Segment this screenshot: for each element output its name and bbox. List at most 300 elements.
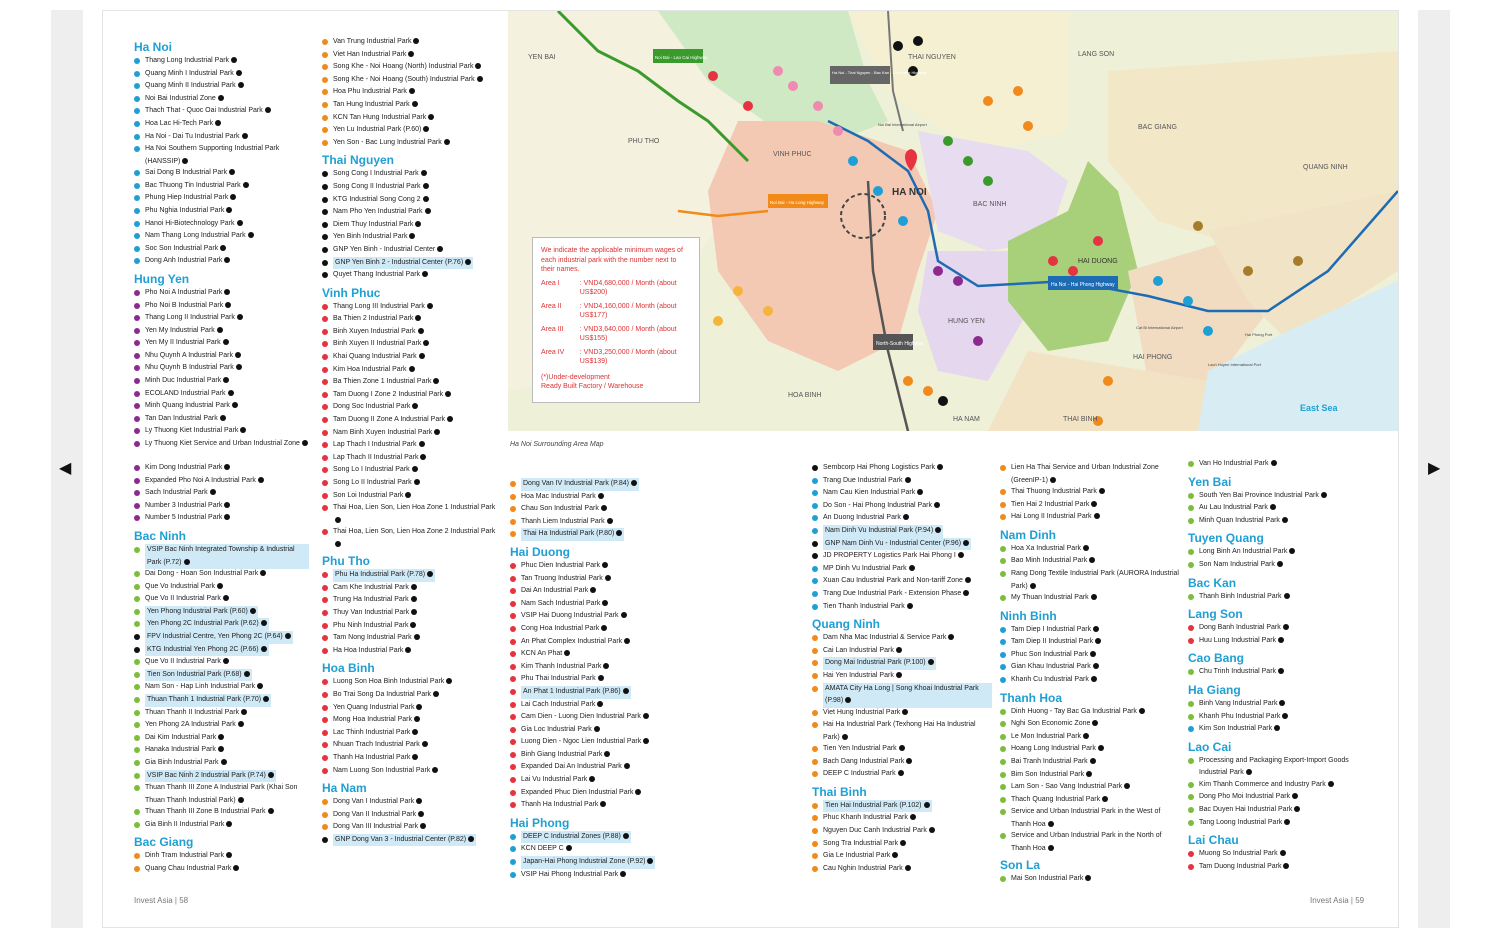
industrial-park-item <box>134 669 309 682</box>
wage-area-icon <box>434 429 440 435</box>
industrial-park-item <box>322 338 502 351</box>
industrial-park-item <box>322 477 502 490</box>
park-marker-icon <box>322 140 328 146</box>
park-marker-icon <box>812 635 818 641</box>
park-name: Hai Yen Industrial Park <box>823 670 902 683</box>
park-name: Thach That - Quoc Oai Industrial Park <box>145 105 271 118</box>
wage-area-icon <box>423 126 429 132</box>
wage-area-icon <box>268 772 274 778</box>
next-page-arrow-icon[interactable]: ▶ <box>1428 460 1441 477</box>
industrial-park-item <box>134 593 309 606</box>
park-name: Tien Yen Industrial Park <box>823 743 905 756</box>
label-ha-noi: HA NOI <box>892 187 927 198</box>
wage-area-icon <box>1089 557 1095 563</box>
industrial-park-item <box>322 594 502 607</box>
label-port2: Lach Huyen International Port <box>1208 362 1261 367</box>
wage-area-icon <box>405 647 411 653</box>
label-hai-phong: HAI PHONG <box>1133 354 1173 361</box>
industrial-park-item <box>322 206 502 219</box>
wage-area-icon <box>1271 460 1277 466</box>
industrial-park-item <box>134 205 309 218</box>
wage-area-icon <box>423 196 429 202</box>
industrial-park-item <box>812 800 992 813</box>
park-name: Rang Dong Textile Industrial Park (AURORA Industrial Park) <box>1011 569 1179 590</box>
industrial-park-item <box>1000 873 1180 886</box>
park-name: Trang Due Industrial Park - Extension Phase <box>823 588 969 601</box>
park-marker-icon <box>812 673 818 679</box>
park-marker-icon <box>510 846 516 852</box>
park-marker-icon <box>1188 820 1194 826</box>
wage-area-icon <box>1094 513 1100 519</box>
industrial-park-item <box>134 863 309 876</box>
wage-area-icon <box>236 70 242 76</box>
park-name: Que Vo II Industrial Park <box>145 656 229 669</box>
park-name: Ly Thuong Kiet Service and Urban Industrial Zone <box>145 438 308 451</box>
region-heading: Quang Ninh <box>812 617 880 632</box>
park-marker-icon <box>812 591 818 597</box>
park-name: Nam Pho Yen Industrial Park <box>333 206 431 219</box>
park-name: An Phat 1 Industrial Park (P.86) <box>521 686 631 699</box>
park-marker-icon <box>322 404 328 410</box>
industrial-park-item <box>510 623 690 636</box>
column-3 <box>510 478 690 881</box>
wage-area-icon <box>422 271 428 277</box>
park-marker-icon <box>134 183 140 189</box>
wage-area-icon <box>412 466 418 472</box>
wage-area-icon <box>917 489 923 495</box>
park-name: Thai Hoa, Lien Son, Lien Hoa Zone 2 Industrial Park <box>333 526 502 551</box>
park-marker-icon <box>134 403 140 409</box>
wage-area-icon <box>224 464 230 470</box>
park-name: Expanded Pho Noi A Industrial Park <box>145 475 264 488</box>
wage-area-icon <box>929 827 935 833</box>
park-marker-icon <box>134 621 140 627</box>
industrial-park-item <box>1000 462 1180 486</box>
wage-area-icon <box>420 823 426 829</box>
park-marker-icon <box>134 96 140 102</box>
industrial-park-item <box>510 787 690 800</box>
wage-area-icon <box>242 133 248 139</box>
industrial-park-item <box>1000 624 1180 637</box>
wage-area-icon <box>412 101 418 107</box>
industrial-park-item <box>510 869 690 882</box>
wage-area-icon <box>412 754 418 760</box>
legend-rbf: Ready Built Factory / Warehouse <box>541 383 644 390</box>
park-marker-icon <box>134 208 140 214</box>
region-heading: Ha Nam <box>322 781 367 796</box>
wage-area-icon <box>1093 626 1099 632</box>
legend-row: Area III : VND3,640,000 / Month (about US$155) <box>541 325 677 342</box>
park-marker-icon <box>134 221 140 227</box>
region-heading: Phu Tho <box>322 554 370 569</box>
wage-area-icon <box>408 51 414 57</box>
industrial-park-item <box>134 230 309 243</box>
industrial-park-item <box>134 180 309 193</box>
park-name: VSIP Bac Ninh Integrated Township & Industrial Park (P.72) <box>145 544 309 569</box>
industrial-park-item <box>812 850 992 863</box>
park-name: GNP Nam Dinh Vu - Industrial Center (P.96) <box>823 538 971 551</box>
wage-area-icon <box>1091 501 1097 507</box>
park-marker-icon <box>134 391 140 397</box>
park-marker-icon <box>510 790 516 796</box>
wage-area-icon <box>258 477 264 483</box>
industrial-park-item <box>1188 591 1368 604</box>
park-marker-icon <box>134 170 140 176</box>
park-marker-icon <box>322 824 328 830</box>
park-marker-icon <box>510 777 516 783</box>
park-name: Khanh Phu Industrial Park <box>1199 711 1288 724</box>
park-name: Kim Thanh Commerce and Industry Park <box>1199 779 1334 792</box>
industrial-park-item <box>134 644 309 657</box>
park-marker-icon <box>1000 465 1006 471</box>
park-marker-icon <box>322 768 328 774</box>
industrial-park-item <box>134 850 309 863</box>
park-name: AMATA City Ha Long | Song Khoai Industrial Park (P.98) <box>823 683 992 708</box>
industrial-park-item <box>322 582 502 595</box>
industrial-park-item <box>812 707 992 720</box>
park-marker-icon <box>812 528 818 534</box>
park-name: Luong Son Hoa Binh Industrial Park <box>333 676 452 689</box>
park-name: KCN An Phat <box>521 648 570 661</box>
park-name: Dam Nha Mac Industrial & Service Park <box>823 632 954 645</box>
wage-area-icon <box>1282 517 1288 523</box>
label-hai-duong: HAI DUONG <box>1078 258 1118 265</box>
park-marker-icon <box>322 572 328 578</box>
label-port1: Hai Phong Port <box>1245 332 1273 337</box>
wage-area-icon <box>898 770 904 776</box>
park-name: GNP Dong Van 3 - Industrial Center (P.82) <box>333 834 476 847</box>
park-name: KCN DEEP C <box>521 843 572 856</box>
wage-area-icon <box>623 688 629 694</box>
park-marker-icon <box>1188 807 1194 813</box>
park-name: Tam Nong Industrial Park <box>333 632 420 645</box>
industrial-park-item <box>322 632 502 645</box>
park-marker-icon <box>134 146 140 152</box>
park-name: Dai An Industrial Park <box>521 585 596 598</box>
wage-area-icon <box>427 571 433 577</box>
park-marker-icon <box>134 290 140 296</box>
park-marker-icon <box>812 771 818 777</box>
park-name: Tan Dan Industrial Park <box>145 413 226 426</box>
park-marker-icon <box>1000 571 1006 577</box>
park-name: Kim Dong Industrial Park <box>145 462 230 475</box>
region-heading: Lai Chau <box>1188 833 1239 848</box>
wage-area-icon <box>948 634 954 640</box>
park-name: Bim Son Industrial Park <box>1011 769 1092 782</box>
park-marker-icon <box>322 102 328 108</box>
park-name: Ba Thien Zone 1 Industrial Park <box>333 376 439 389</box>
industrial-park-item <box>322 765 502 778</box>
wage-area-icon <box>220 245 226 251</box>
park-name: Phu Thai Industrial Park <box>521 673 604 686</box>
industrial-park-item <box>322 739 502 752</box>
industrial-park-item <box>322 389 502 402</box>
wage-area-icon <box>412 403 418 409</box>
industrial-park-item <box>134 93 309 106</box>
park-marker-icon <box>1188 625 1194 631</box>
industrial-park-item <box>134 143 309 167</box>
industrial-park-item <box>134 287 309 300</box>
wage-area-icon <box>845 697 851 703</box>
previous-page-arrow-icon[interactable]: ◀ <box>59 460 72 477</box>
park-marker-icon <box>322 304 328 310</box>
park-name: Phu Ninh Industrial Park <box>333 620 416 633</box>
industrial-park-item <box>134 218 309 231</box>
park-name: Song Cong II Industrial Park <box>333 181 429 194</box>
industrial-park-item <box>322 364 502 377</box>
industrial-park-item <box>134 312 309 325</box>
park-name: DEEP C Industrial Zones (P.88) <box>521 831 631 844</box>
park-name: Thuan Thanh II Industrial Park <box>145 707 247 720</box>
wage-area-icon <box>900 840 906 846</box>
wage-area-icon <box>265 107 271 113</box>
wage-area-icon <box>1292 793 1298 799</box>
park-marker-icon <box>1000 502 1006 508</box>
park-marker-icon <box>510 651 516 657</box>
wage-area-icon <box>420 454 426 460</box>
wage-area-icon <box>564 650 570 656</box>
park-name: Bao Minh Industrial Park <box>1011 555 1095 568</box>
park-name: Phung Hiep Industrial Park <box>145 192 236 205</box>
wage-area-icon <box>224 514 230 520</box>
park-marker-icon <box>1000 734 1006 740</box>
wage-area-icon <box>1246 769 1252 775</box>
park-marker-icon <box>322 272 328 278</box>
label-yen-bai: YEN BAI <box>528 54 556 61</box>
park-marker-icon <box>134 58 140 64</box>
wage-area-icon <box>428 114 434 120</box>
park-marker-icon <box>322 755 328 761</box>
industrial-park-item <box>1000 706 1180 719</box>
industrial-park-item <box>322 702 502 715</box>
wage-area-icon <box>215 120 221 126</box>
industrial-park-item <box>322 313 502 326</box>
wage-area-icon <box>1092 720 1098 726</box>
industrial-park-item <box>322 49 502 62</box>
park-marker-icon <box>510 859 516 865</box>
park-marker-icon <box>322 692 328 698</box>
park-name: Nguyen Duc Canh Industrial Park <box>823 825 935 838</box>
wage-area-icon <box>224 289 230 295</box>
industrial-park-item <box>134 681 309 694</box>
park-marker-icon <box>510 676 516 682</box>
wage-area-icon <box>924 802 930 808</box>
park-marker-icon <box>134 735 140 741</box>
label-phu-tho: PHU THO <box>628 138 660 145</box>
park-name: Lap Thach I Industrial Park <box>333 439 425 452</box>
industrial-park-item <box>322 439 502 452</box>
wage-area-icon <box>416 798 422 804</box>
wage-area-icon <box>598 493 604 499</box>
industrial-park-item <box>322 231 502 244</box>
park-name: Hai Ha Industrial Park (Texhong Hai Ha Industrial Park) <box>823 721 976 741</box>
label-thai-binh: THAI BINH <box>1063 416 1098 423</box>
industrial-park-item <box>1188 635 1368 648</box>
park-name: Bai Tranh Industrial Park <box>1011 756 1096 769</box>
industrial-park-item <box>510 491 690 504</box>
park-marker-icon <box>510 834 516 840</box>
park-marker-icon <box>510 588 516 594</box>
industrial-park-item <box>1188 666 1368 679</box>
industrial-park-item <box>1000 543 1180 556</box>
industrial-park-item <box>510 761 690 774</box>
wage-area-icon <box>1280 850 1286 856</box>
wage-area-icon <box>220 415 226 421</box>
park-name: GNP Yen Binh 2 - Industrial Center (P.76) <box>333 257 473 270</box>
park-marker-icon <box>1188 461 1194 467</box>
wage-area-icon <box>184 559 190 565</box>
park-marker-icon <box>812 541 818 547</box>
park-name: Song Lo II Industrial Park <box>333 477 420 490</box>
wage-area-icon <box>231 57 237 63</box>
park-marker-icon <box>134 258 140 264</box>
wage-area-icon <box>229 169 235 175</box>
park-marker-icon <box>134 571 140 577</box>
region-heading: Bac Kan <box>1188 575 1237 590</box>
park-name: Thanh Ha Industrial Park <box>333 752 418 765</box>
park-marker-icon <box>812 828 818 834</box>
industrial-park-item <box>1188 711 1368 724</box>
industrial-park-item <box>812 863 992 876</box>
label-hung-yen: HUNG YEN <box>948 318 985 325</box>
region-heading: Bac Giang <box>134 835 194 850</box>
region-heading: Ninh Binh <box>1000 608 1057 623</box>
label-bac-giang: BAC GIANG <box>1138 124 1177 131</box>
park-marker-icon <box>510 576 516 582</box>
wage-area-icon <box>623 833 629 839</box>
park-name: Noi Bai Industrial Zone <box>145 93 224 106</box>
industrial-park-item <box>322 219 502 232</box>
park-name: Bac Thuong Tin Industrial Park <box>145 180 249 193</box>
legend-under-development: (*)Under-development <box>541 373 610 381</box>
park-name: Viet Han Industrial Park <box>333 49 414 62</box>
industrial-park-item <box>322 464 502 477</box>
industrial-park-item <box>812 743 992 756</box>
column-4 <box>812 462 992 875</box>
wage-area-icon <box>335 541 341 547</box>
wage-area-icon <box>217 583 223 589</box>
park-marker-icon <box>322 171 328 177</box>
wage-area-icon <box>605 575 611 581</box>
park-marker-icon <box>134 503 140 509</box>
park-marker-icon <box>322 717 328 723</box>
wage-area-icon <box>1279 700 1285 706</box>
park-name: Lai Cach Industrial Park <box>521 699 603 712</box>
legend-row: Area IV : VND3,250,000 / Month (about US$139) <box>541 348 677 365</box>
park-name: Gia Binh II Industrial Park <box>145 819 232 832</box>
industrial-park-item <box>322 376 502 389</box>
industrial-park-item <box>134 782 309 806</box>
park-marker-icon <box>134 634 140 640</box>
park-name: Tien Son Industrial Park (P.68) <box>145 669 252 682</box>
park-marker-icon <box>812 686 818 692</box>
industrial-park-item <box>1188 723 1368 736</box>
wage-area-icon <box>905 865 911 871</box>
park-marker-icon <box>510 764 516 770</box>
park-name: Hanoi Hi-Biotechnology Park <box>145 218 243 231</box>
wage-area-icon <box>243 182 249 188</box>
industrial-park-item <box>322 834 502 847</box>
industrial-park-item <box>134 388 309 401</box>
park-name: Phu Nghia Industrial Park <box>145 205 232 218</box>
industrial-park-item <box>134 694 309 707</box>
industrial-park-item <box>812 512 992 525</box>
industrial-park-item <box>134 425 309 438</box>
park-marker-icon <box>134 760 140 766</box>
wage-area-icon <box>621 612 627 618</box>
park-name: Thanh Binh Industrial Park <box>1199 591 1290 604</box>
industrial-park-item <box>322 326 502 339</box>
industrial-park-item <box>134 606 309 619</box>
park-marker-icon <box>322 247 328 253</box>
park-name: Expanded Phuc Dien Industrial Park <box>521 787 641 800</box>
industrial-park-item <box>322 676 502 689</box>
park-name: Minh Quang Industrial Park <box>145 400 238 413</box>
park-marker-icon <box>510 872 516 878</box>
column-6 <box>1188 458 1368 873</box>
park-marker-icon <box>812 578 818 584</box>
wage-area-icon <box>285 633 291 639</box>
wage-area-icon <box>226 821 232 827</box>
park-marker-icon <box>134 609 140 615</box>
wage-area-icon <box>244 671 250 677</box>
industrial-park-item <box>1000 674 1180 687</box>
park-name: Thang Long II Industrial Park <box>145 312 243 325</box>
park-marker-icon <box>1188 714 1194 720</box>
park-name: Song Khe - Noi Hoang (North) Industrial Park <box>333 61 481 74</box>
wage-area-icon <box>405 492 411 498</box>
region-heading: Hai Duong <box>510 544 570 559</box>
wage-area-icon <box>419 353 425 359</box>
park-name: Phuc Son Industrial Park <box>1011 649 1096 662</box>
industrial-park-item <box>1000 806 1180 830</box>
park-marker-icon <box>1000 489 1006 495</box>
park-name: Yen Quang Industrial Park <box>333 702 422 715</box>
region-heading: Lang Son <box>1188 607 1243 622</box>
industrial-park-item <box>134 167 309 180</box>
wage-area-icon <box>419 441 425 447</box>
park-marker-icon <box>1000 514 1006 520</box>
park-name: Hoa Xa Industrial Park <box>1011 543 1089 556</box>
park-marker-icon <box>322 341 328 347</box>
wage-area-icon <box>1030 583 1036 589</box>
park-marker-icon <box>1188 701 1194 707</box>
park-name: Nam Cau Kien Industrial Park <box>823 487 923 500</box>
industrial-park-item <box>812 462 992 475</box>
park-name: Dong Mai Industrial Park (P.100) <box>823 657 936 670</box>
park-marker-icon <box>322 679 328 685</box>
wage-area-icon <box>268 808 274 814</box>
park-name: Dong Van III Industrial Park <box>333 821 426 834</box>
label-lang-son: LANG SON <box>1078 51 1115 58</box>
industrial-park-item <box>1188 622 1368 635</box>
park-name: Song Tra Industrial Park <box>823 838 906 851</box>
wage-area-icon <box>1278 637 1284 643</box>
industrial-park-item <box>1188 698 1368 711</box>
park-marker-icon <box>812 759 818 765</box>
wage-area-icon <box>221 759 227 765</box>
park-marker-icon <box>322 493 328 499</box>
wage-area-icon <box>1091 676 1097 682</box>
industrial-park-item <box>812 812 992 825</box>
park-marker-icon <box>1000 784 1006 790</box>
park-name: Yen Son - Bac Lung Industrial Park <box>333 137 450 150</box>
park-marker-icon <box>510 626 516 632</box>
park-marker-icon <box>134 866 140 872</box>
wage-area-icon <box>423 183 429 189</box>
industrial-park-item <box>134 475 309 488</box>
park-marker-icon <box>322 379 328 385</box>
